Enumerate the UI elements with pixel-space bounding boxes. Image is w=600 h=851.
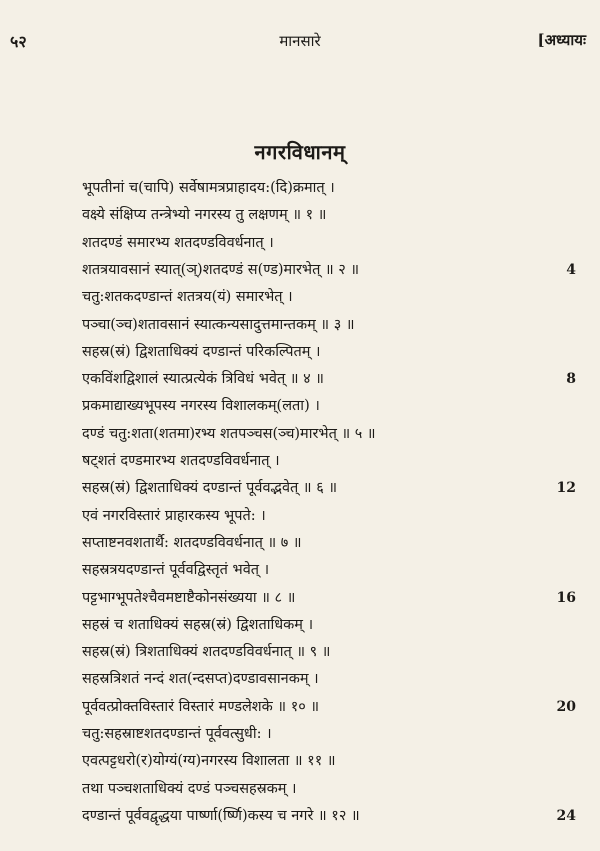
verse-line: दण्डं चतु:शता(शतमा)रभ्य शतपञ्चस(ञ्च)मारभेत् ॥ ५ ॥ bbox=[82, 426, 376, 442]
verse-line: एकविंशद्विशालं स्यात्प्रत्येकं त्रिविधं भवेत् ॥ ४ ॥ bbox=[82, 371, 324, 387]
verse-line: सहस्रं च शताधिक्यं सहस्र(स्रं) द्विशताधिकम् । bbox=[82, 617, 314, 633]
verse-line: दण्डान्तं पूर्ववद्वृद्धया पार्ष्णा(र्ष्णि)कस्य च नगरे ॥ १२ ॥ bbox=[82, 808, 360, 824]
verse-line: पट्टभाग्भूपतेश्चैवमष्टाष्टैकोनसंख्यया ॥ ८ ॥ bbox=[82, 590, 296, 606]
verse-line: सहस्र(स्रं) द्विशताधिक्यं दण्डान्तं परिकल्पितम् । bbox=[82, 344, 321, 360]
line-number: 4 bbox=[566, 262, 576, 278]
verse-line: वक्ष्ये संक्षिप्य तन्त्रेभ्यो नगरस्य तु लक्षणम् ॥ १ ॥ bbox=[82, 207, 327, 223]
line-number: 16 bbox=[556, 590, 576, 606]
line-number: 8 bbox=[566, 371, 576, 387]
line-number: 24 bbox=[556, 808, 576, 824]
running-title: मानसारे bbox=[279, 32, 321, 50]
section-title: नगरविधानम् bbox=[254, 140, 346, 164]
verse-line: एवत्पट्टधरो(र)योग्यं(ग्य)नगरस्य विशालता ॥ ११ ॥ bbox=[82, 753, 336, 769]
verse-line: शतदण्डं समारभ्य शतदण्डविवर्धनात् । bbox=[82, 235, 274, 251]
verse-line: षट्शतं दण्डमारभ्य शतदण्डविवर्धनात् । bbox=[82, 453, 280, 469]
verse-line: प्रकमाद्याख्यभूपस्य नगरस्य विशालकम्(लता) । bbox=[82, 398, 320, 414]
verse-line: सहस्र(स्रं) द्विशताधिक्यं दण्डान्तं पूर्ववद्भवेत् ॥ ६ ॥ bbox=[82, 480, 338, 496]
chapter-mark: [अध्यायः bbox=[537, 31, 586, 49]
verse-line: पञ्चा(ञ्च)शतावसानं स्यात्कन्यसादुत्तमान्तकम् ॥ ३ ॥ bbox=[82, 317, 355, 333]
verse-line: भूपतीनां च(चापि) सर्वेषामत्रप्राहादय:(दि)क्रमात् । bbox=[82, 180, 335, 196]
verse-line: सहस्रत्रयदण्डान्तं पूर्ववद्विस्तृतं भवेत् । bbox=[82, 562, 270, 578]
verse-line: तथा पञ्चशताधिक्यं दण्डं पञ्चसहस्रकम् । bbox=[82, 781, 297, 797]
verse-line: सहस्र(स्रं) त्रिशताधिक्यं शतदण्डविवर्धनात् ॥ ९ ॥ bbox=[82, 644, 331, 660]
verse-line: पूर्ववत्प्रोक्तविस्तारं विस्तारं मण्डलेशके ॥ १० ॥ bbox=[82, 699, 320, 715]
line-number: 20 bbox=[556, 699, 576, 715]
verse-line: सप्ताष्टनवशतार्थै: शतदण्डविवर्धनात् ॥ ७ ॥ bbox=[82, 535, 302, 551]
verse-line: चतु:शतकदण्डान्तं शतत्रय(यं) समारभेत् । bbox=[82, 289, 293, 305]
line-number: 12 bbox=[556, 480, 576, 496]
verse-line: एवं नगरविस्तारं प्राहारकस्य भूपते: । bbox=[82, 508, 266, 524]
verse-line: चतु:सहस्राष्टशतदण्डान्तं पूर्ववत्सुधी: । bbox=[82, 726, 272, 742]
page-number: ५२ bbox=[10, 32, 27, 51]
verse-line: शतत्रयावसानं स्यात्(ञ्)शतदण्डं स(ण्ड)मारभेत् ॥ २ ॥ bbox=[82, 262, 360, 278]
verse-line: सहस्रत्रिशतं नन्दं शत(न्दसप्त)दण्डावसानकम् । bbox=[82, 671, 319, 687]
